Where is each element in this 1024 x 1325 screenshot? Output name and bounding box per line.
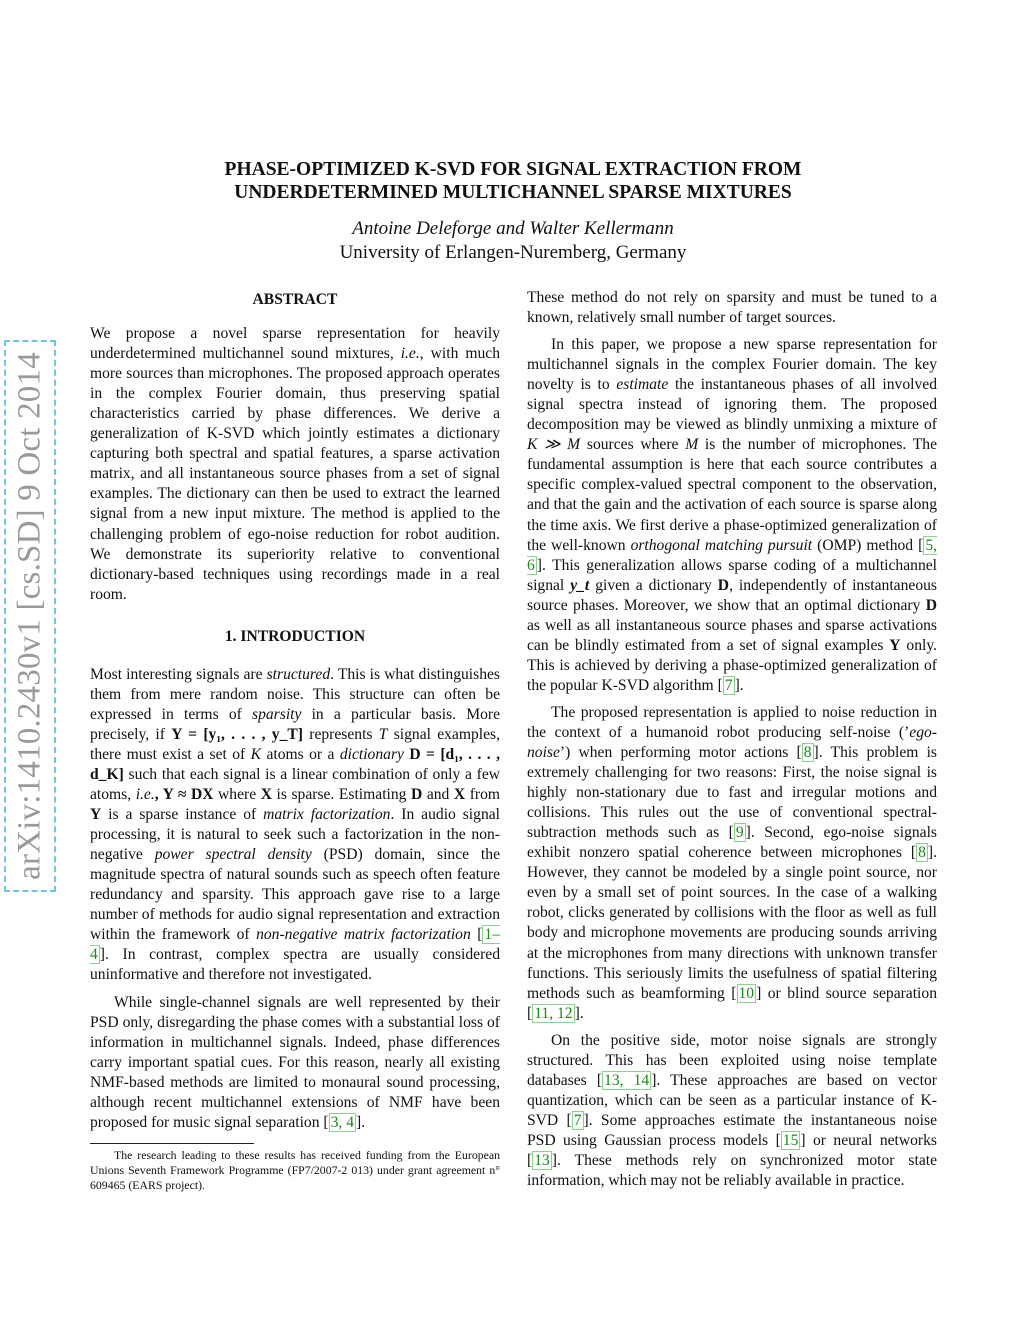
title-line-1: PHASE-OPTIMIZED K-SVD FOR SIGNAL EXTRACTION FROM [224, 159, 802, 180]
right-paragraph-3: The proposed representation is applied to noise reduction in the context of a humanoid robot producing self-noise (’ego-noise’) when performing motor actions [ 8 ]. This problem is extremely challenging for two reasons: First, the noise signal is highly non-stationary due to fast and irregular motions and collisions. This rules out the use of conventional spectral-subtraction methods such as [ 9 ]. Second, ego-noise signals exhibit nonzero spatial coherence between microphones [ 8 ]. However, they cannot be modeled by a single point source, nor even by a small set of point sources. In the case of a walking robot, clicks generated by collisions with the floor as well as full body and microphone movements are producing sounds arriving at the microphones from many directions with unknown transfer functions. This seriously limits the usefulness of spatial filtering methods such as beamforming [ 10 ] or blind source separation [ 11, 12 ]. [527, 703, 937, 1022]
citation-link[interactable]: 13 [534, 1151, 550, 1169]
citation-link[interactable]: 13, 14 [604, 1071, 650, 1089]
intro-paragraph-2: While single-channel signals are well represented by their PSD only, disregarding the phase comes with a substantial loss of information in multichannel signals. Indeed, phase differences carry important spatial cues. For this reason, nearly all existing NMF-based methods are limited to monaural sound processing, although recent multichannel extensions of NMF have been proposed for music signal separation [ 3, 4 ]. [90, 993, 500, 1131]
citation-link[interactable]: 10 [738, 984, 755, 1002]
citation-link[interactable]: 1–4 [90, 926, 500, 964]
intro-paragraph-1: Most interesting signals are structured. This is what distinguishes them from mere random noise. This structure can often be expressed in terms of sparsity in a particular basis. More precisely, if Y = [y₁, . . . , y_T] represents T signal examples, there must exist a set of K atoms or a dictionary D = [d₁, . . . , d_K] such that each signal is a linear combination of only a few atoms, i.e., Y ≈ DX where X is sparse. Estimating D and X from Y is a sparse instance of matrix factorization. In audio signal processing, it is natural to seek such a factorization in the non-negative power spectral density (PSD) domain, since the magnitude spectra of natural sounds such as speech often feature redundancy and sparsity. This approach gave rise to a large number of methods for audio signal representation and extraction within the framework of non-negative matrix factorization [ 1–4 ]. In contrast, complex spectra are usually considered uninformative and therefore not investigated. [90, 665, 501, 984]
right-paragraph-1: These method do not rely on sparsity and must be tuned to a known, relatively small number of target sources. [527, 289, 937, 327]
paper-title [90, 158, 936, 204]
citation-link[interactable]: 3, 4 [330, 1113, 355, 1131]
intro-heading: 1. INTRODUCTION [224, 627, 366, 645]
abstract-text: We propose a novel sparse representation for heavily underdetermined multichannel sound mixtures, i.e., with much more sources than microphones. The proposed approach operates in the complex Fourier domain, thus preserving spatial characteristics carried by phase differences. We derive a generalization of K-SVD which jointly estimates a dictionary capturing both spectral and spatial features, a sparse activation matrix, and all instantaneous source phases from a set of signal examples. The dictionary can then be used to extract the learned signal from a new input mixture. The method is applied to the challenging problem of ego-noise reduction for robot audition. We demonstrate its superiority relative to conventional dictionary-based techniques using recordings made in a real room. [90, 325, 500, 603]
affiliation: University of Erlangen-Nuremberg, Germany [339, 242, 687, 263]
arxiv-id: arXiv:1410.2430v1 [cs.SD] 9 Oct 2014 [11, 352, 48, 880]
citation-link[interactable]: 9 [735, 824, 744, 842]
citation-link[interactable]: 7 [724, 676, 733, 694]
citation-link[interactable]: 8 [918, 844, 926, 862]
citation-link[interactable]: 7 [573, 1111, 582, 1129]
citation-link[interactable]: 8 [803, 744, 812, 762]
abstract-heading: ABSTRACT [252, 291, 338, 308]
footnote: The research leading to these results has received funding from the European Unions Seventh Framework Programme (FP7/2007-2 013) under grant agreement n° 609465 (EARS project). [90, 1147, 500, 1192]
right-paragraph-4: On the positive side, motor noise signals are strongly structured. This has been exploited using noise template databases [ 13, 14 ]. These approaches are based on vector quantization, which can be seen as a particular instance of K-SVD [ 7 ]. Some approaches estimate the instantaneous noise PSD using Gaussian process models [ 15 ] or neural networks [ 13 ]. These methods rely on synchronized motor state information, which may not be reliably available in practice. [527, 1031, 937, 1190]
right-column [527, 288, 937, 1191]
authors: Antoine Deleforge and Walter Kellermann [352, 218, 674, 239]
footnote-rule [90, 1143, 254, 1144]
right-paragraph-2: In this paper, we propose a new sparse representation for multichannel signals in the complex Fourier domain. The key novelty is to estimate the instantaneous phases of all involved signal spectra instead of ignoring them. The proposed decomposition may be viewed as blindly unmixing a mixture of K ≫ M sources where M is the number of microphones. The fundamental assumption is here that each source contributes a specific complex-valued spectral component to the observation, and that the gain and the activation of each source is sparse along the time axis. We first derive a phase-optimized generalization of the well-known orthogonal matching pursuit (OMP) method [ 5, 6 ]. This generalization allows sparse coding of a multichannel signal y_t given a dictionary D, independently of instantaneous source phases. Moreover, we show that an optimal dictionary D as well as all instantaneous source phases and sparse activations can be blindly estimated from a set of signal examples Y only. This is achieved by deriving a phase-optimized generalization of the popular K-SVD algorithm [ 7 ]. [527, 336, 938, 694]
arxiv-stamp[interactable] [4, 340, 56, 892]
citation-link[interactable]: 15 [782, 1131, 799, 1149]
citation-link[interactable]: 11, 12 [534, 1004, 573, 1022]
title-line-2: UNDERDETERMINED MULTICHANNEL SPARSE MIXTURES [234, 182, 792, 203]
citation-link[interactable]: 5, 6 [527, 536, 938, 574]
left-column [90, 288, 500, 1193]
